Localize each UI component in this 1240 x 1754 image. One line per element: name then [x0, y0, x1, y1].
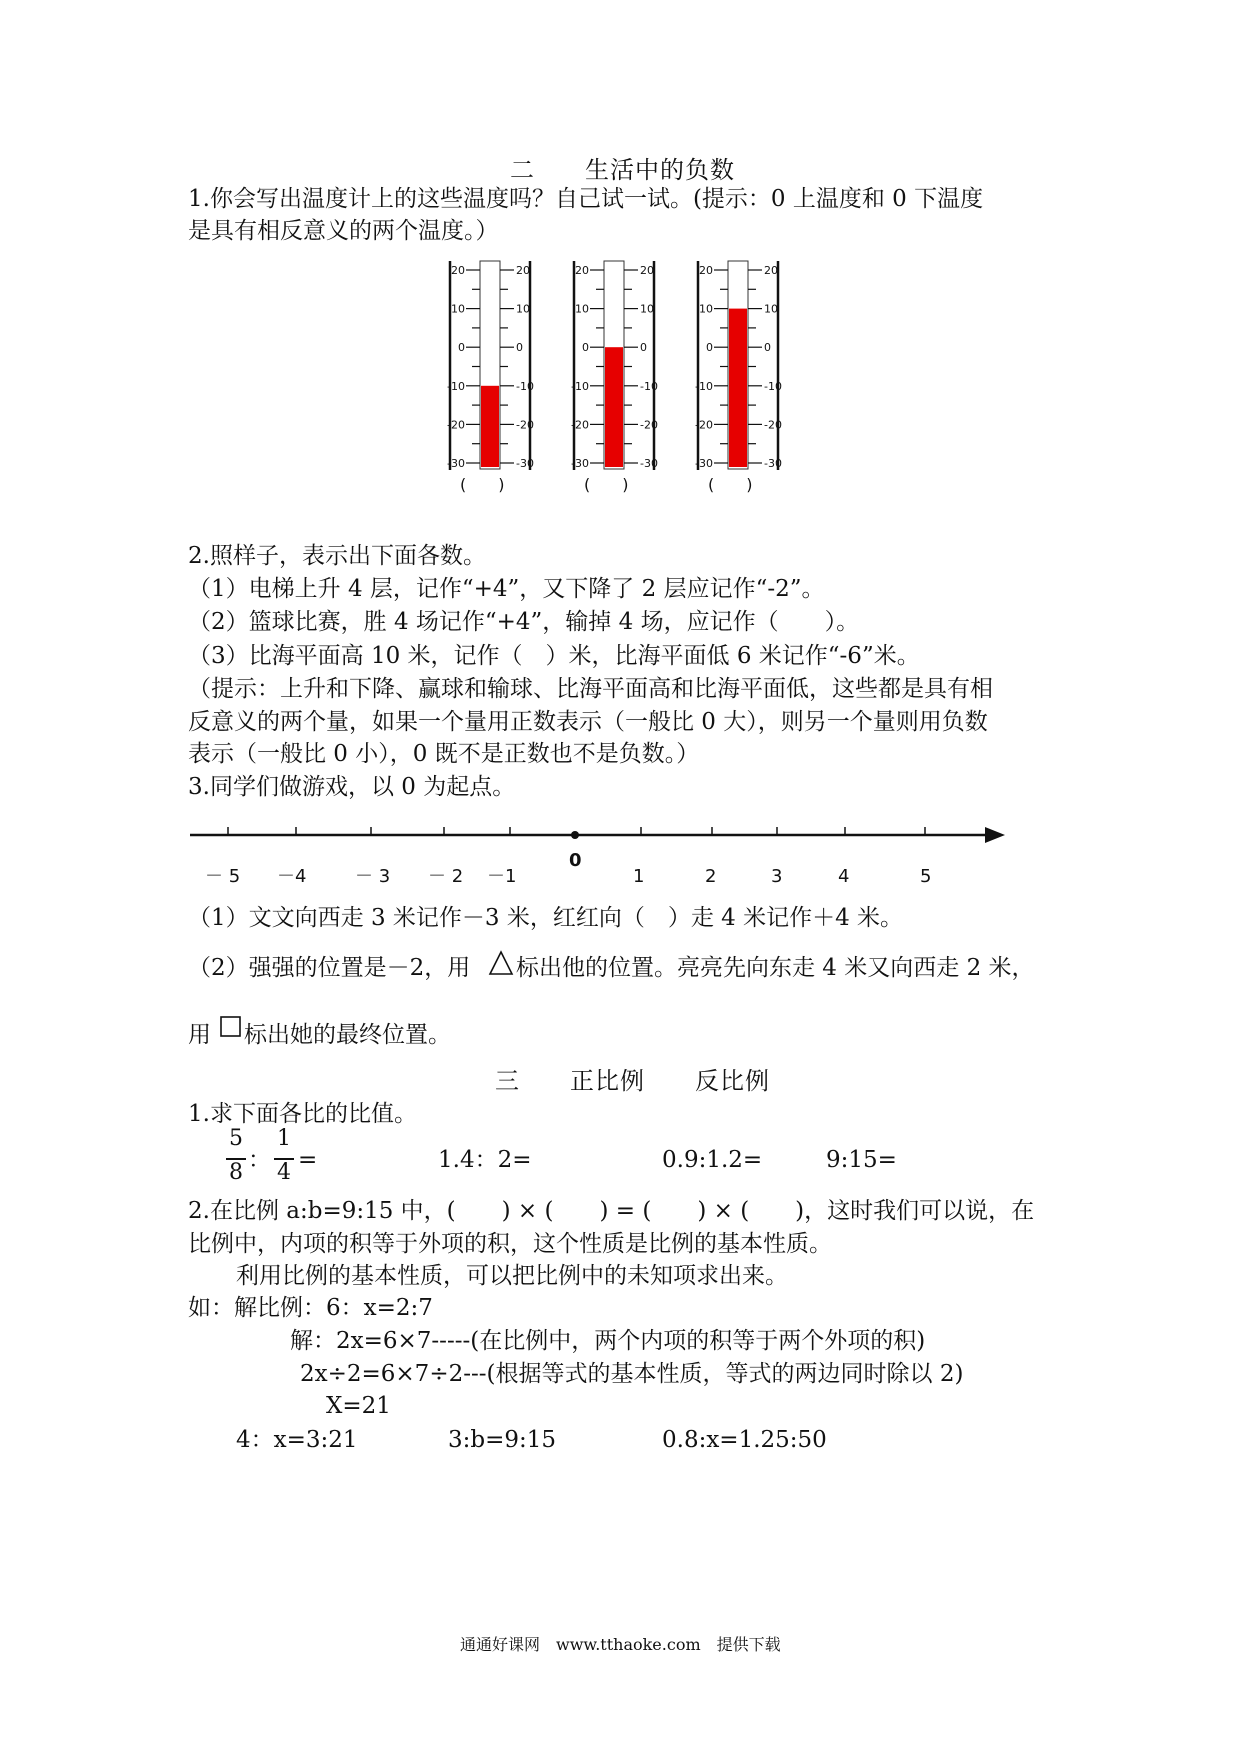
number-line-label: －4 — [277, 866, 307, 887]
number-line-label: 2 — [705, 866, 717, 887]
q3-item-2-part-c: 用 — [188, 1022, 211, 1048]
ratio-3: 0.9:1.2= — [662, 1147, 763, 1173]
s3-q2-line-2: 比例中，内项的积等于外项的积，这个性质是比例的基本性质。 — [188, 1231, 832, 1257]
number-line-arrow — [985, 827, 1005, 843]
number-line-label: 5 — [920, 866, 932, 887]
ratio-4: 9:15= — [826, 1147, 897, 1173]
fraction-2-numerator: 1 — [277, 1126, 291, 1151]
thermometer-1 — [447, 261, 534, 494]
thermometer-2 — [571, 261, 658, 494]
tick-label-left: 10 — [699, 302, 713, 316]
tick-label-right: 10 — [764, 302, 778, 316]
q2-title: 2.照样子，表示出下面各数。 — [188, 543, 486, 569]
thermometer-mercury — [605, 347, 623, 467]
example-step-3: X=21 — [326, 1393, 391, 1419]
thermometers-figure — [440, 255, 840, 495]
tick-label-right: -10 — [764, 379, 782, 393]
tick-label-right: 0 — [516, 341, 523, 355]
tick-label-right: 20 — [764, 264, 778, 277]
q3-item-1: （1）文文向西走 3 米记作－3 米，红红向（ ）走 4 米记作＋4 米。 — [188, 905, 904, 931]
ratio-2: 1.4：2= — [438, 1147, 532, 1173]
q2-item-3: （3）比海平面高 10 米，记作（ ）米，比海平面低 6 米记作“-6”米。 — [188, 643, 920, 669]
q3-item-2-part-b: 标出他的位置。亮亮先向东走 4 米又向西走 2 米， — [516, 955, 1035, 981]
tick-label-right: -20 — [764, 418, 782, 432]
thermometer-mercury — [481, 386, 499, 467]
number-line — [185, 810, 1025, 900]
tick-label-right: 20 — [640, 264, 654, 277]
ratio-colon: ： — [248, 1147, 271, 1173]
s3-q2-line-3: 利用比例的基本性质，可以把比例中的未知项求出来。 — [236, 1263, 788, 1289]
tick-label-right: -10 — [640, 379, 658, 393]
tick-label-left: 10 — [451, 302, 465, 316]
q3-title: 3.同学们做游戏，以 0 为起点。 — [188, 774, 516, 800]
number-line-label: 4 — [838, 866, 850, 887]
tick-label-left: -20 — [695, 418, 713, 432]
hint-line-2: 反意义的两个量，如果一个量用正数表示（一般比 0 大），则另一个量则用负数 — [188, 709, 988, 735]
number-line-label: 1 — [633, 866, 645, 887]
fraction-1-denominator: 8 — [229, 1160, 243, 1185]
number-line-label: － 2 — [428, 866, 464, 887]
thermometer-answer-blank: ( ) — [708, 475, 753, 494]
number-line-label: － 5 — [205, 866, 241, 887]
triangle-icon — [488, 950, 514, 976]
example-intro: 如：解比例：6：x=2:7 — [188, 1295, 433, 1321]
tick-label-right: 10 — [516, 302, 530, 316]
exercise-1: 4：x=3:21 — [236, 1427, 358, 1453]
ratio-equals: = — [298, 1147, 318, 1173]
tick-label-left: -30 — [571, 457, 589, 470]
q1-line-2: 是具有相反意义的两个温度。） — [188, 218, 499, 244]
exercise-3: 0.8:x=1.25:50 — [662, 1427, 827, 1453]
tick-label-left: 0 — [458, 341, 465, 355]
tick-label-left: -10 — [571, 379, 589, 393]
tick-label-right: -30 — [764, 457, 782, 470]
tick-label-right: 10 — [640, 302, 654, 316]
example-step-1: 解：2x=6×7-----(在比例中，两个内项的积等于两个外项的积) — [290, 1328, 926, 1354]
tick-label-left: 20 — [575, 264, 589, 277]
tick-label-right: 0 — [640, 341, 647, 355]
tick-label-right: -20 — [640, 418, 658, 432]
hint-line-1: （提示：上升和下降、赢球和输球、比海平面高和比海平面低，这些都是具有相 — [188, 676, 993, 702]
tick-label-left: 0 — [706, 341, 713, 355]
thermometer-answer-blank: ( ) — [584, 475, 629, 494]
tick-label-right: -10 — [516, 379, 534, 393]
tick-label-left: 10 — [575, 302, 589, 316]
tick-label-left: -10 — [695, 379, 713, 393]
q1-line-1: 1.你会写出温度计上的这些温度吗？自己试一试。(提示：0 上温度和 0 下温度 — [188, 186, 984, 212]
zero-label: 0 — [569, 850, 582, 871]
thermometer-3 — [695, 261, 782, 494]
square-icon — [219, 1015, 243, 1039]
thermometer-mercury — [729, 309, 747, 467]
tick-label-right: -30 — [640, 457, 658, 470]
tick-label-right: 20 — [516, 264, 530, 277]
number-line-label: －1 — [487, 866, 517, 887]
origin-point — [571, 831, 579, 839]
q3-item-2-part-a: （2）强强的位置是－2，用 — [188, 955, 471, 981]
tick-label-left: -30 — [695, 457, 713, 470]
q2-item-1: （1）电梯上升 4 层，记作“+4”，又下降了 2 层应记作“-2”。 — [188, 576, 825, 602]
fraction-2-denominator: 4 — [277, 1160, 291, 1185]
number-line-label: 3 — [771, 866, 783, 887]
section-3-title: 三 正比例 反比例 — [495, 1067, 770, 1095]
number-line-label: － 3 — [355, 866, 391, 887]
tick-label-left: -20 — [571, 418, 589, 432]
tick-label-left: 20 — [699, 264, 713, 277]
tick-label-right: -30 — [516, 457, 534, 470]
tick-label-right: -20 — [516, 418, 534, 432]
section-2-title: 二 生活中的负数 — [510, 156, 735, 184]
s3-q1-title: 1.求下面各比的比值。 — [188, 1101, 417, 1127]
fraction-1-numerator: 5 — [229, 1126, 243, 1151]
exercise-2: 3:b=9:15 — [448, 1427, 557, 1453]
thermometer-answer-blank: ( ) — [460, 475, 505, 494]
tick-label-right: 0 — [764, 341, 771, 355]
tick-label-left: 20 — [451, 264, 465, 277]
hint-line-3: 表示（一般比 0 小），0 既不是正数也不是负数。） — [188, 741, 700, 767]
example-step-2: 2x÷2=6×7÷2---(根据等式的基本性质，等式的两边同时除以 2) — [300, 1361, 964, 1387]
tick-label-left: -10 — [447, 379, 465, 393]
tick-label-left: -20 — [447, 418, 465, 432]
tick-label-left: -30 — [447, 457, 465, 470]
tick-label-left: 0 — [582, 341, 589, 355]
s3-q2-line-1: 2.在比例 a:b=9:15 中，( ) × ( ) = ( ) × ( )，这时我们可以说，在 — [188, 1198, 1035, 1224]
q2-item-2: （2）篮球比赛，胜 4 场记作“+4”，输掉 4 场，应记作（ ）。 — [188, 609, 860, 635]
q3-item-2-part-d: 标出她的最终位置。 — [244, 1022, 451, 1048]
footer-text: 通通好课网 www.tthaoke.com 提供下载 — [460, 1635, 781, 1654]
